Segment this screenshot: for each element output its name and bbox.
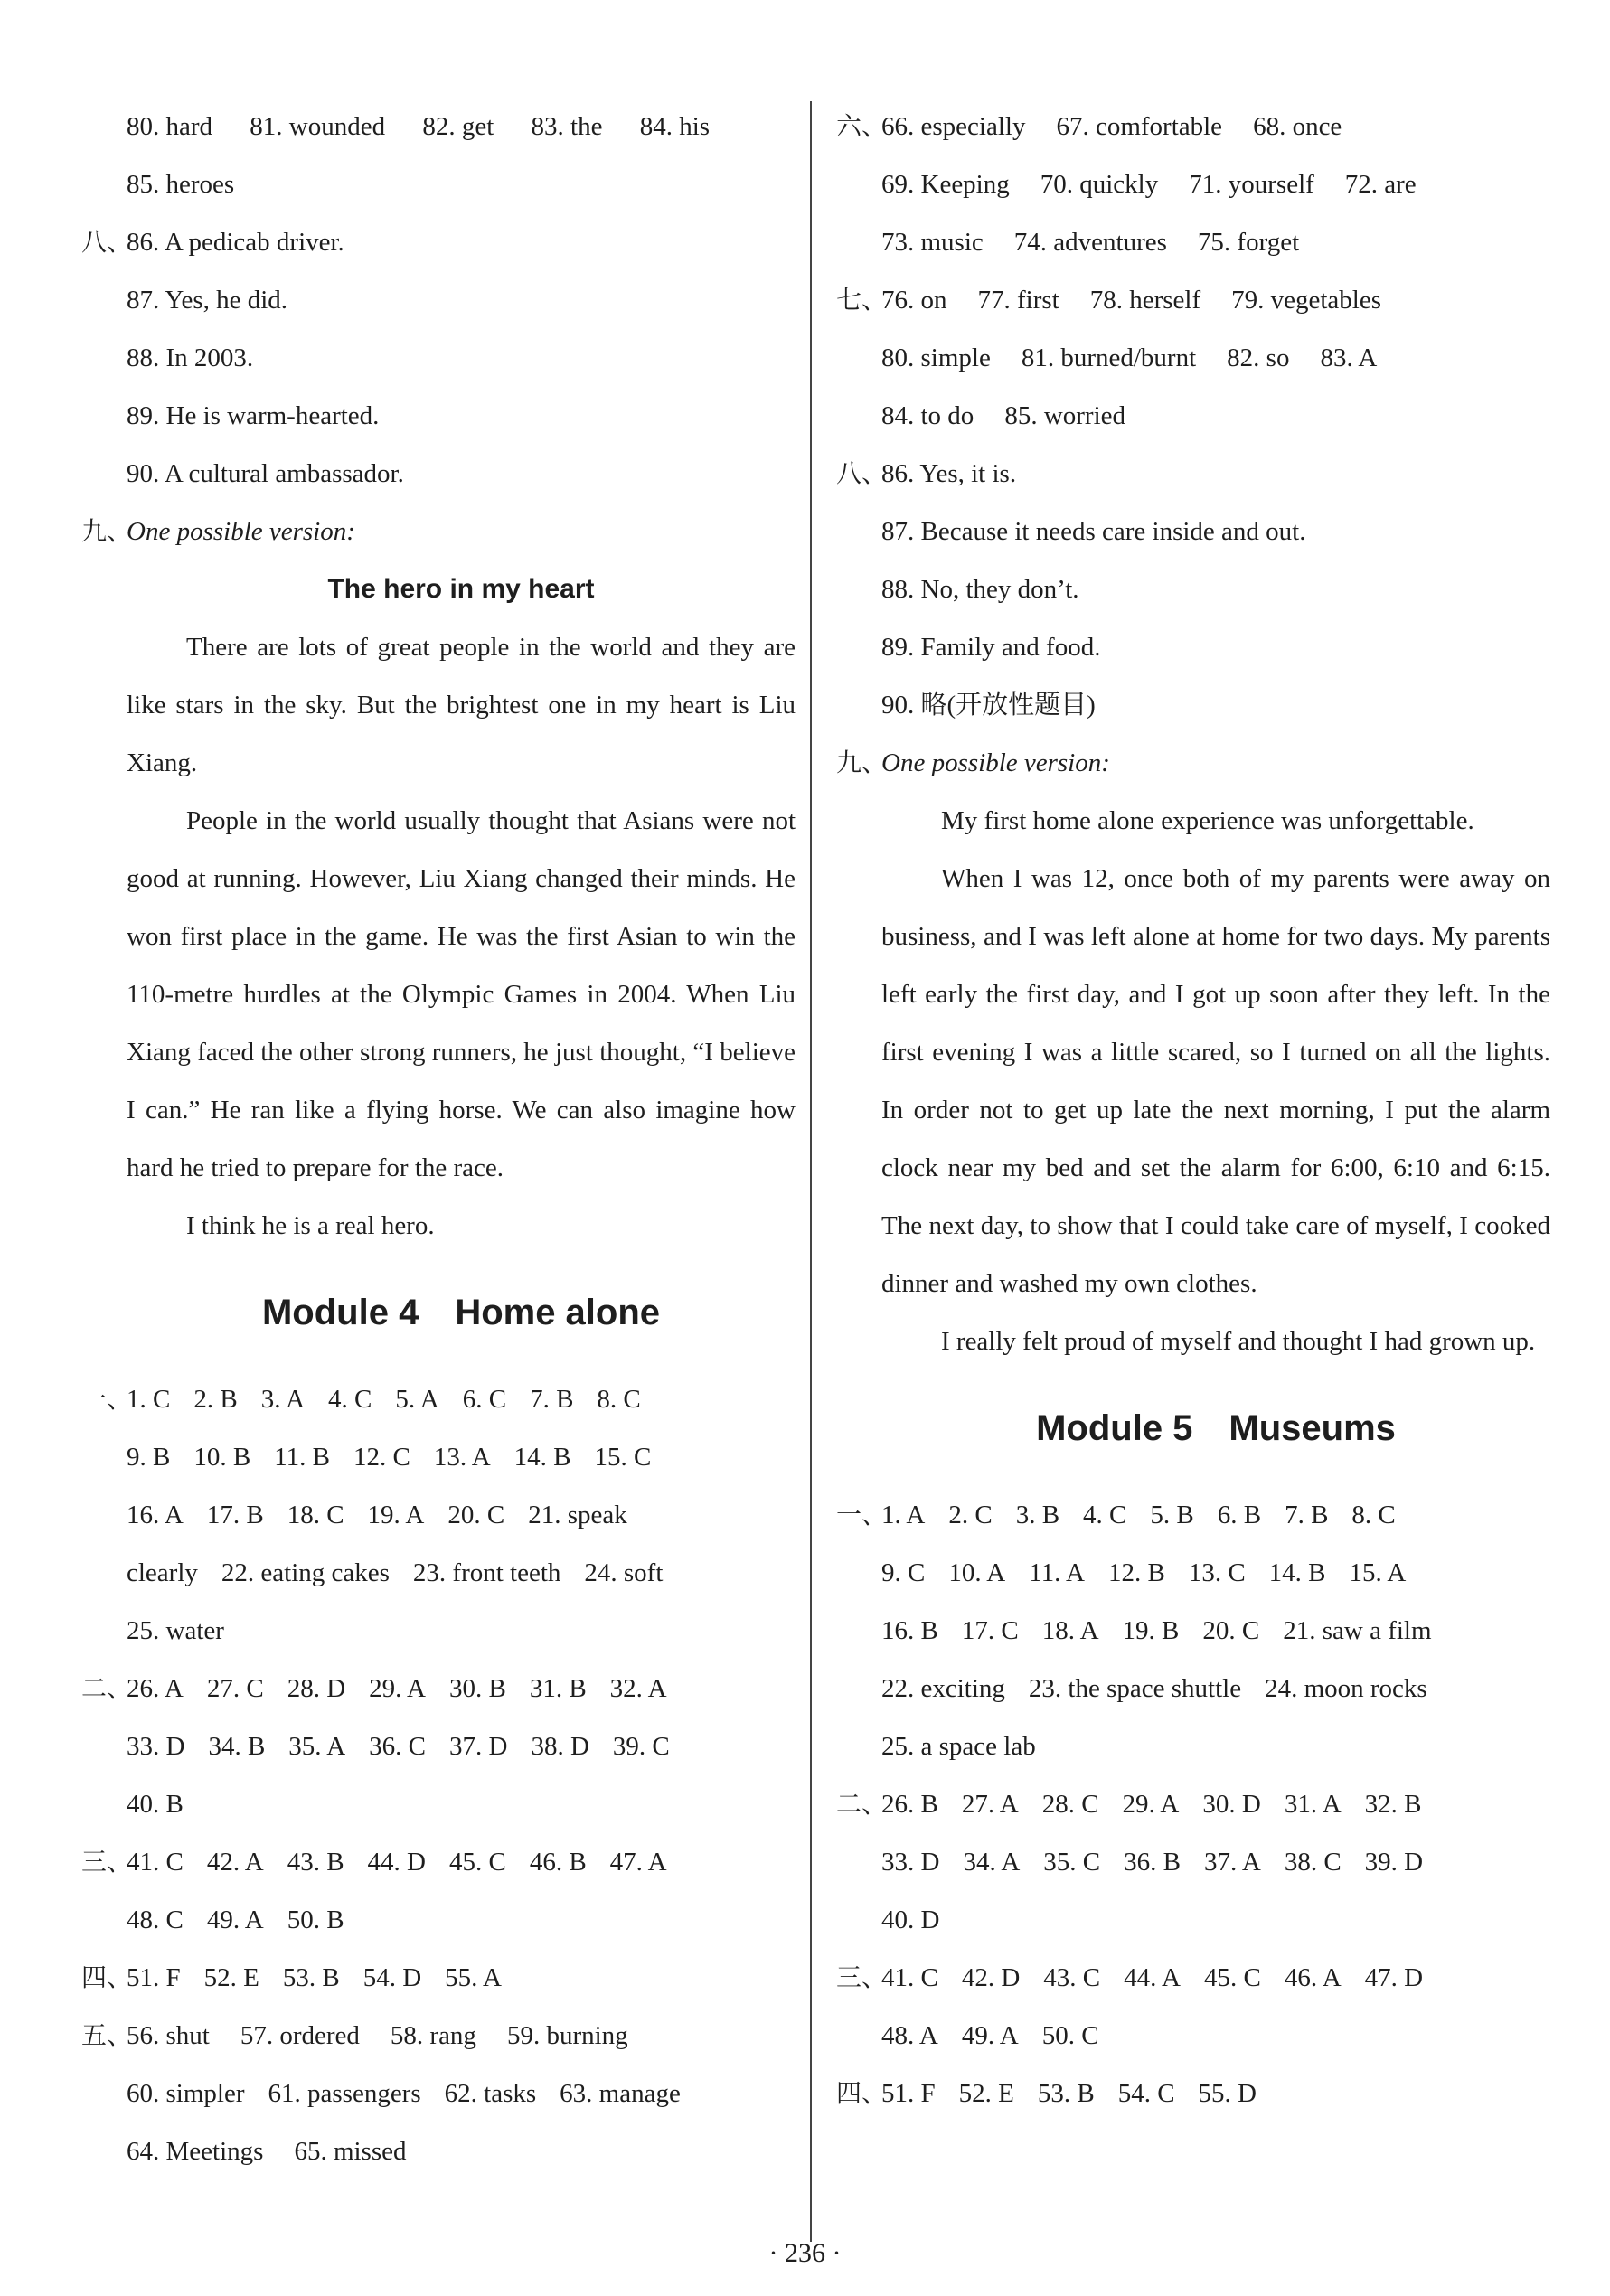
section-marker: 二、 (836, 1789, 888, 1819)
section-7-answers (836, 271, 1550, 445)
answer-item: 22. eating cakes (221, 1558, 390, 1587)
right-column (836, 98, 1550, 2122)
answer-line (81, 2007, 796, 2065)
answer-line: 90. A cultural ambassador. (127, 459, 404, 488)
answer-item: 19. A (367, 1501, 425, 1529)
answer-item: 4. C (328, 1385, 372, 1414)
answer-item: 33. D (881, 1848, 940, 1877)
answer-item: 84. his (639, 112, 711, 141)
section-marker: 二、 (81, 1673, 133, 1703)
answer-item: 47. D (1364, 1963, 1424, 1992)
answer-line: 88. In 2003. (127, 343, 254, 372)
module-5-heading (836, 1370, 1550, 1486)
answer-item: 30. B (448, 1674, 506, 1703)
answer-line (836, 329, 1550, 387)
answer-item: 26. B (881, 1790, 938, 1819)
answer-item: 49. A (206, 1905, 264, 1934)
answer-item: 50. C (1041, 2021, 1099, 2050)
section-marker: 五、 (81, 2020, 133, 2050)
answer-item: 48. C (127, 1905, 184, 1934)
answer-item: 33. D (127, 1732, 185, 1761)
answer-item: 44. A (1124, 1963, 1181, 1992)
answer-line (81, 1660, 796, 1717)
answer-item: 39. C (612, 1732, 670, 1761)
answer-item: 69. Keeping (881, 170, 1010, 199)
essay-paragraph: People in the world usually thought that Asians were not good at running. However, Liu Xiang changed their minds. He won first place in the game. He was the first Asian to win the 110-metre hurdles at the Olympic Games in 2004. When Liu Xiang faced the other strong runners, he just thought, “I believe I can.” He ran like a flying horse. We can also imagine how hard he tried to prepare for the race. (127, 806, 796, 1182)
answer-item: 12. B (1107, 1558, 1165, 1587)
answer-line (81, 1833, 796, 1891)
answer-item: 41. C (881, 1963, 938, 1992)
answer-item: 2. B (193, 1385, 238, 1414)
answer-item: 29. A (1122, 1790, 1180, 1819)
answer-item: 13. A (433, 1443, 491, 1472)
page-number: · 236 · (768, 2238, 842, 2268)
answer-line: 八、 86. A pedicab driver. (81, 213, 796, 271)
answer-item: 15. A (1349, 1558, 1407, 1587)
answer-item: 81. burned/burnt (1021, 343, 1197, 372)
section-8-answers (81, 213, 796, 503)
answer-item: 7. B (1285, 1501, 1329, 1529)
answer-line (81, 155, 796, 213)
answer-line (836, 1891, 1550, 1949)
essay-paragraph: I think he is a real hero. (186, 1211, 435, 1240)
answer-item: 47. A (609, 1848, 667, 1877)
answer-line (81, 98, 796, 155)
column-divider (810, 101, 812, 2242)
answer-line: 89. He is warm-hearted. (127, 401, 380, 430)
answer-line: 87. Because it needs care inside and out. (881, 517, 1306, 546)
essay-body (836, 792, 1550, 1370)
answer-item: 16. A (127, 1501, 184, 1529)
answer-line (836, 1833, 1550, 1891)
answer-item: 54. D (362, 1963, 422, 1992)
essay-paragraph: I really felt proud of myself and thought I had grown up. (941, 1327, 1536, 1356)
answer-item: 50. B (287, 1905, 344, 1934)
answer-item: 66. especially (881, 112, 1026, 141)
answer-item: 60. simpler (127, 2079, 245, 2108)
answer-item: 77. first (977, 286, 1059, 315)
answer-line (836, 98, 1550, 155)
answer-item: 20. C (447, 1501, 505, 1529)
answer-item: 45. C (1203, 1963, 1261, 1992)
answer-item: 24. soft (584, 1558, 664, 1587)
answer-item: 1. C (127, 1385, 171, 1414)
answer-item: 83. the (531, 112, 603, 141)
answer-line (81, 1891, 796, 1949)
answer-item: 72. are (1344, 170, 1417, 199)
answer-item: 62. tasks (444, 2079, 537, 2108)
answer-item: 53. B (282, 1963, 340, 1992)
essay-body (81, 618, 796, 1255)
answer-item: 22. exciting (881, 1674, 1005, 1703)
answer-item: 48. A (881, 2021, 938, 2050)
answer-item: 67. comfortable (1056, 112, 1223, 141)
answer-item: 36. B (1124, 1848, 1181, 1877)
answer-line (81, 1602, 796, 1660)
answer-item: 85. heroes (127, 170, 235, 199)
answer-item: 10. B (193, 1443, 251, 1472)
answer-item: 23. the space shuttle (1028, 1674, 1242, 1703)
answer-item: 17. B (206, 1501, 264, 1529)
answer-item: 24. moon rocks (1265, 1674, 1427, 1703)
answer-item: 2. C (948, 1501, 993, 1529)
answer-item: 21. saw a film (1283, 1616, 1432, 1645)
essay-title: The hero in my heart (327, 574, 595, 604)
answer-item: 17. C (961, 1616, 1019, 1645)
section-9-essay (836, 734, 1550, 1370)
answer-item: 14. B (1268, 1558, 1326, 1587)
answer-item: 9. C (881, 1558, 926, 1587)
answer-item: 65. missed (294, 2137, 407, 2166)
answer-item: 10. A (948, 1558, 1006, 1587)
answer-line (836, 387, 1550, 445)
answer-item: 31. B (529, 1674, 587, 1703)
answer-line (836, 1775, 1550, 1833)
answer-item: 82. so (1227, 343, 1290, 372)
answer-item: 8. C (1351, 1501, 1396, 1529)
essay-paragraph: There are lots of great people in the world and they are like stars in the sky. But the brightest one in my heart is Liu Xiang. (127, 633, 796, 777)
answer-line (836, 2007, 1550, 2065)
answer-item: 55. A (445, 1963, 502, 1992)
answer-item: 14. B (513, 1443, 571, 1472)
answer-item: 43. B (287, 1848, 344, 1877)
module-number: Module 5 (1036, 1408, 1193, 1448)
answer-line (81, 1370, 796, 1428)
answer-line (836, 1602, 1550, 1660)
answer-item: 68. once (1253, 112, 1342, 141)
answer-item: 25. water (127, 1616, 224, 1645)
answer-item: 18. C (287, 1501, 344, 1529)
answer-item: 11. B (274, 1443, 330, 1472)
section-marker: 九、 (836, 748, 888, 777)
section-marker: 一、 (81, 1384, 133, 1414)
answer-line (836, 1486, 1550, 1544)
answer-item: 43. C (1043, 1963, 1101, 1992)
answer-item: 64. Meetings (127, 2137, 264, 2166)
answer-item: 58. rang (390, 2021, 476, 2050)
answer-line: 89. Family and food. (881, 633, 1101, 662)
answer-item: 35. A (288, 1732, 346, 1761)
answer-item: 63. manage (560, 2079, 681, 2108)
answer-item: 79. vegetables (1231, 286, 1382, 315)
answer-item: 53. B (1037, 2079, 1095, 2108)
answer-item: 20. C (1202, 1616, 1260, 1645)
section-marker: 三、 (836, 1962, 888, 1992)
answer-item: 46. A (1284, 1963, 1342, 1992)
answer-item: 29. A (369, 1674, 426, 1703)
answer-item: 36. C (369, 1732, 426, 1761)
answer-item: 76. on (881, 286, 947, 315)
answer-item: 4. C (1083, 1501, 1127, 1529)
answer-item: 37. A (1203, 1848, 1261, 1877)
answer-item: 38. D (531, 1732, 589, 1761)
answer-item: 51. F (881, 2079, 936, 2108)
answer-line (81, 2065, 796, 2122)
answer-item: 8. C (597, 1385, 641, 1414)
answer-item: 32. B (1364, 1790, 1422, 1819)
answer-line (836, 1544, 1550, 1602)
answer-item: 7. B (530, 1385, 574, 1414)
answer-item: 40. B (127, 1790, 184, 1819)
answer-item: 52. E (958, 2079, 1014, 2108)
section-marker: 四、 (836, 2078, 888, 2108)
answer-item: 21. speak (528, 1501, 627, 1529)
answer-item: 5. A (395, 1385, 439, 1414)
answer-item: 85. worried (1004, 401, 1125, 430)
answer-item: 41. C (127, 1848, 184, 1877)
answer-item: 59. burning (506, 2021, 628, 2050)
answer-line (81, 1949, 796, 2007)
answer-item: 37. D (448, 1732, 508, 1761)
answer-item: 46. B (529, 1848, 587, 1877)
answer-item: 39. D (1364, 1848, 1424, 1877)
module-title: Museums (1229, 1408, 1396, 1448)
answer-item: 35. C (1043, 1848, 1101, 1877)
answer-item: 26. A (127, 1674, 184, 1703)
answer-item: 6. C (462, 1385, 507, 1414)
answer-line (836, 1717, 1550, 1775)
answer-item: 23. front teeth (412, 1558, 561, 1587)
answer-line (81, 2122, 796, 2180)
answer-item: 34. B (208, 1732, 266, 1761)
answer-item: clearly (127, 1558, 198, 1587)
section-6-answers (836, 98, 1550, 271)
answer-item: 15. C (594, 1443, 652, 1472)
answer-block-80-85 (81, 98, 796, 213)
section-marker: 八、 (836, 458, 888, 488)
answer-line (836, 1949, 1550, 2007)
answer-item: 74. adventures (1013, 228, 1167, 257)
module-number: Module 4 (261, 1293, 419, 1332)
answer-item: 56. shut (127, 2021, 210, 2050)
answer-item: 83. A (1320, 343, 1378, 372)
answer-item: 55. D (1198, 2079, 1257, 2108)
answer-item: 61. passengers (268, 2079, 421, 2108)
answer-line (81, 1717, 796, 1775)
section-8-answers (836, 445, 1550, 734)
answer-item: 31. A (1284, 1790, 1342, 1819)
answer-line: 八、 86. Yes, it is. (836, 445, 1550, 503)
answer-item: 80. hard (127, 112, 213, 141)
essay-intro: One possible version: (127, 517, 355, 546)
module-title: Home alone (455, 1293, 661, 1332)
essay-intro: One possible version: (881, 748, 1110, 777)
left-column (81, 98, 796, 2180)
section-marker: 八、 (81, 227, 133, 257)
section-marker: 四、 (81, 1962, 133, 1992)
answer-item: 71. yourself (1189, 170, 1314, 199)
answer-line (836, 2065, 1550, 2122)
answer-item: 6. B (1217, 1501, 1262, 1529)
answer-item: 12. C (353, 1443, 410, 1472)
answer-item: 70. quickly (1040, 170, 1159, 199)
answer-item: 11. A (1029, 1558, 1085, 1587)
answer-item: 34. A (963, 1848, 1021, 1877)
section-marker: 七、 (836, 285, 888, 315)
answer-line: 90. 略(开放性题目) (881, 691, 1096, 720)
module-4-heading (81, 1255, 796, 1370)
answer-item: 9. B (127, 1443, 171, 1472)
answer-line (81, 1486, 796, 1544)
answer-item: 49. A (961, 2021, 1019, 2050)
answer-line (81, 1428, 796, 1486)
answer-item: 44. D (367, 1848, 426, 1877)
answer-item: 73. music (881, 228, 984, 257)
essay-paragraph: When I was 12, once both of my parents were away on business, and I was left alone at home for two days. My parents left early the first day, and I got up soon after they left. In the first evening I was a little scared, so I turned on all the lights. In order not to get up late the next morning, I put the alarm clock near my bed and set the alarm for 6:00, 6:10 and 6:15. The next day, to show that I could take care of myself, I cooked dinner and washed my own clothes. (881, 864, 1550, 1298)
answer-item: 40. D (881, 1905, 940, 1934)
answer-item: 81. wounded (250, 112, 386, 141)
answer-item: 3. B (1015, 1501, 1060, 1529)
answer-item: 30. D (1202, 1790, 1261, 1819)
answer-line (836, 271, 1550, 329)
answer-item: 42. D (961, 1963, 1021, 1992)
answer-item: 27. A (961, 1790, 1019, 1819)
answer-item: 16. B (881, 1616, 938, 1645)
answer-item: 38. C (1284, 1848, 1342, 1877)
answer-line (836, 213, 1550, 271)
answer-item: 84. to do (881, 401, 974, 430)
answer-item: 45. C (448, 1848, 506, 1877)
answer-item: 18. A (1041, 1616, 1099, 1645)
answer-item: 28. C (1041, 1790, 1099, 1819)
answer-line (836, 1660, 1550, 1717)
section-marker: 三、 (81, 1847, 133, 1877)
answer-line (81, 1544, 796, 1602)
section-marker: 六、 (836, 111, 888, 141)
section-marker: 一、 (836, 1500, 888, 1529)
answer-item: 32. A (609, 1674, 667, 1703)
essay-intro-line (81, 503, 796, 560)
answer-item: 78. herself (1089, 286, 1201, 315)
answer-item: 13. C (1188, 1558, 1246, 1587)
essay-intro-line (836, 734, 1550, 792)
answer-item: 57. ordered (240, 2021, 360, 2050)
answer-item: 42. A (206, 1848, 264, 1877)
module-4-answers (81, 1370, 796, 2180)
answer-item: 51. F (127, 1963, 181, 1992)
answer-item: 25. a space lab (881, 1732, 1036, 1761)
answer-item: 1. A (881, 1501, 926, 1529)
answer-item: 19. B (1122, 1616, 1180, 1645)
answer-line: 87. Yes, he did. (127, 286, 288, 315)
answer-line: 88. No, they don’t. (881, 575, 1079, 604)
module-5-answers (836, 1486, 1550, 2122)
answer-item: 52. E (203, 1963, 259, 1992)
section-9-essay (81, 503, 796, 1255)
answer-item: 80. simple (881, 343, 991, 372)
answer-item: 5. B (1150, 1501, 1194, 1529)
answer-item: 3. A (260, 1385, 306, 1414)
essay-paragraph: My first home alone experience was unforgettable. (941, 806, 1474, 835)
answer-item: 54. C (1117, 2079, 1175, 2108)
answer-item: 75. forget (1197, 228, 1300, 257)
answer-line (81, 1775, 796, 1833)
answer-item: 27. C (206, 1674, 264, 1703)
section-marker: 九、 (81, 516, 133, 546)
answer-item: 28. D (287, 1674, 346, 1703)
answer-line (836, 155, 1550, 213)
answer-item: 82. get (422, 112, 494, 141)
